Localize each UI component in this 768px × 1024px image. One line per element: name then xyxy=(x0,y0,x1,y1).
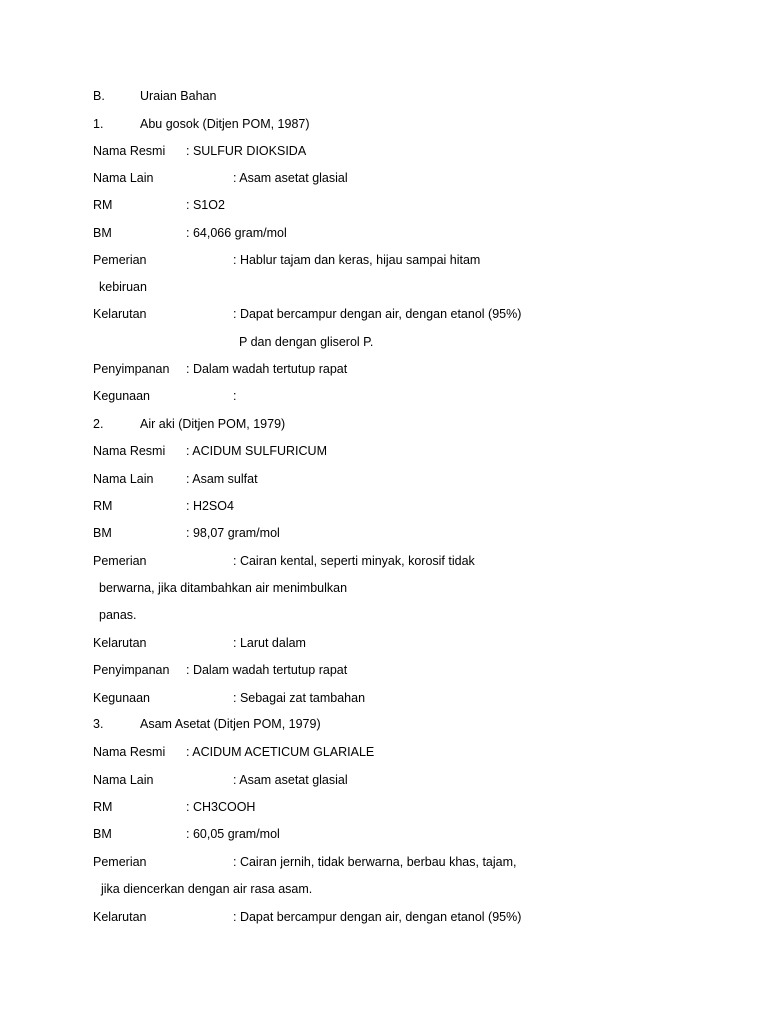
field-label: Kelarutan xyxy=(93,910,147,924)
field-label: RM xyxy=(93,800,113,814)
item-number: 2. xyxy=(93,417,104,431)
field-value: : H2SO4 xyxy=(186,499,234,513)
field-label: Pemerian xyxy=(93,253,147,267)
field-label: Kelarutan xyxy=(93,307,147,321)
field-value: : Cairan kental, seperti minyak, korosif tidak xyxy=(233,554,475,568)
field-label: Kegunaan xyxy=(93,389,151,403)
field-value: : CH3COOH xyxy=(186,800,256,814)
field-value: : Dapat bercampur dengan air, dengan etanol (95%) xyxy=(233,307,522,321)
field-value: : Asam sulfat xyxy=(186,472,258,486)
field-label: Penyimpanan xyxy=(93,663,170,677)
field-label: BM xyxy=(93,526,112,540)
field-label: Nama Resmi xyxy=(93,444,166,458)
field-value: : Sebagai zat tambahan xyxy=(233,691,366,705)
field-value: : 64,066 gram/mol xyxy=(186,226,287,240)
field-value: : Dapat bercampur dengan air, dengan etanol (95%) xyxy=(233,910,522,924)
item-title: Abu gosok (Ditjen POM, 1987) xyxy=(140,117,310,131)
section-title: Uraian Bahan xyxy=(140,89,217,103)
field-label: Nama Lain xyxy=(93,472,154,486)
field-label: Nama Lain xyxy=(93,171,154,185)
field-label: Pemerian xyxy=(93,855,147,869)
field-value: : Asam asetat glasial xyxy=(233,773,348,787)
field-value: : Dalam wadah tertutup rapat xyxy=(186,663,348,677)
field-value: : S1O2 xyxy=(186,198,225,212)
field-value: : Asam asetat glasial xyxy=(233,171,348,185)
field-value: : Dalam wadah tertutup rapat xyxy=(186,362,348,376)
field-value: : Larut dalam xyxy=(233,636,306,650)
section-marker: B. xyxy=(93,89,105,103)
field-label: Nama Resmi xyxy=(93,144,166,158)
field-label: BM xyxy=(93,827,112,841)
field-value-continued: jika diencerkan dengan air rasa asam. xyxy=(101,882,313,896)
field-value: : SULFUR DIOKSIDA xyxy=(186,144,307,158)
field-label: BM xyxy=(93,226,112,240)
item-number: 1. xyxy=(93,117,104,131)
field-label: Nama Resmi xyxy=(93,745,166,759)
field-value-continued: panas. xyxy=(99,608,137,622)
field-value: : 98,07 gram/mol xyxy=(186,526,280,540)
field-value: : Cairan jernih, tidak berwarna, berbau khas, tajam, xyxy=(233,855,517,869)
item-title: Air aki (Ditjen POM, 1979) xyxy=(140,417,286,431)
field-value-continued: kebiruan xyxy=(99,280,147,294)
item-number: 3. xyxy=(93,717,104,731)
field-value: : xyxy=(233,389,237,403)
field-value: : 60,05 gram/mol xyxy=(186,827,280,841)
field-label: Nama Lain xyxy=(93,773,154,787)
field-label: Pemerian xyxy=(93,554,147,568)
field-value-continued: berwarna, jika ditambahkan air menimbulkan xyxy=(99,581,348,595)
item-title: Asam Asetat (Ditjen POM, 1979) xyxy=(140,717,321,731)
field-value: : ACIDUM SULFURICUM xyxy=(186,444,327,458)
field-label: Kelarutan xyxy=(93,636,147,650)
field-value-continued: P dan dengan gliserol P. xyxy=(239,335,374,349)
field-label: Kegunaan xyxy=(93,691,151,705)
field-value: : Hablur tajam dan keras, hijau sampai hitam xyxy=(233,253,481,267)
field-value: : ACIDUM ACETICUM GLARIALE xyxy=(186,745,375,759)
field-label: Penyimpanan xyxy=(93,362,170,376)
field-label: RM xyxy=(93,198,113,212)
field-label: RM xyxy=(93,499,113,513)
